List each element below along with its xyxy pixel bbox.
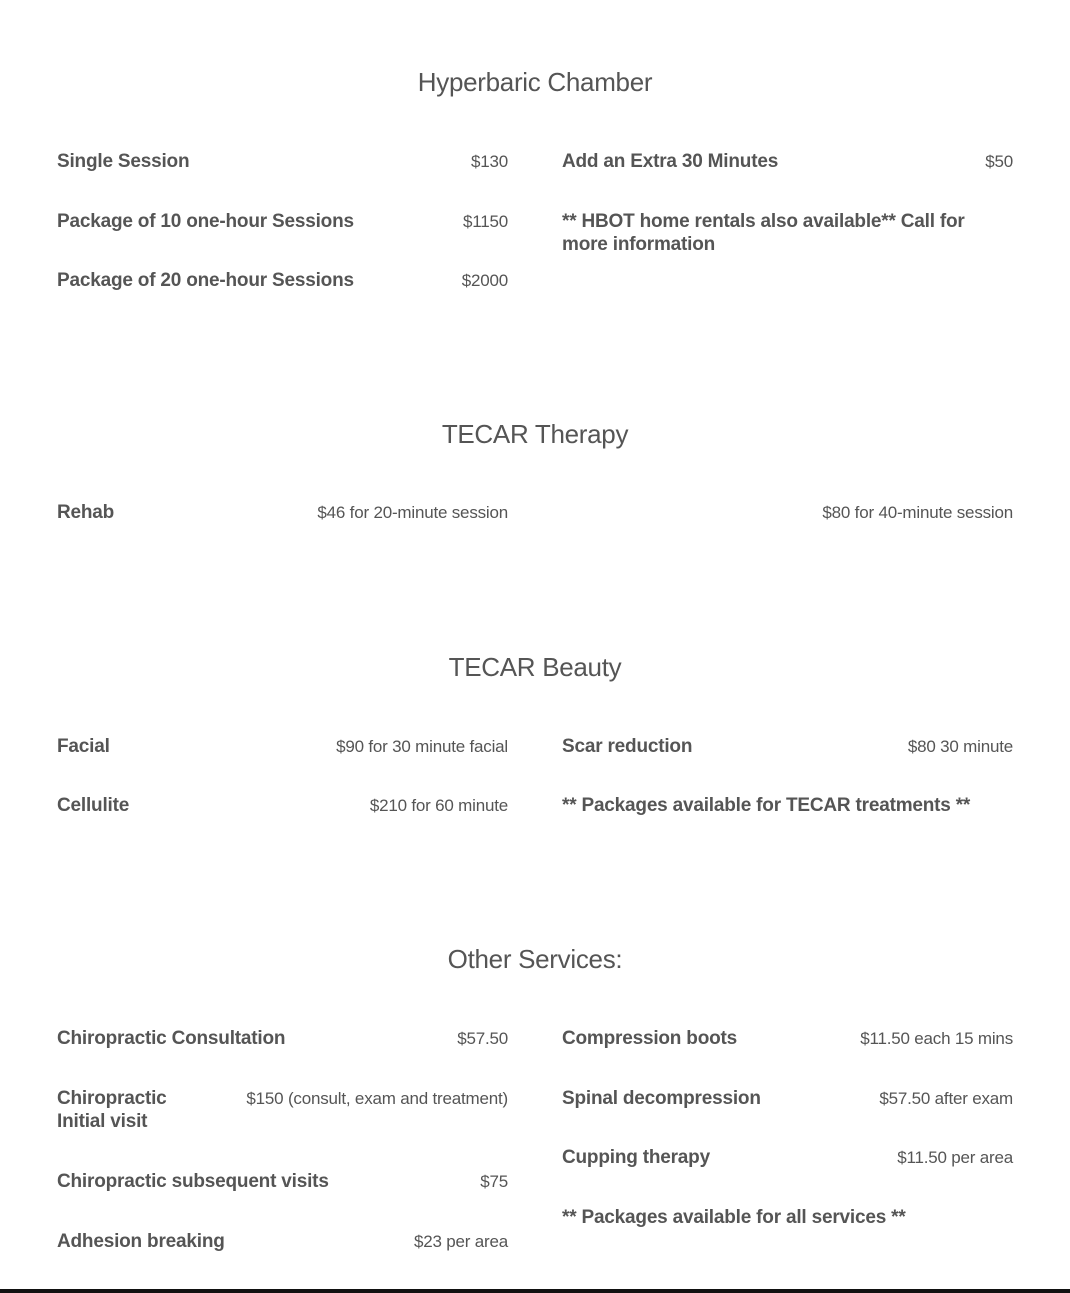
price-item (57, 150, 508, 173)
section-title-tecar-beauty: TECAR Beauty (448, 652, 622, 682)
section-title-hyperbaric: Hyperbaric Chamber (417, 67, 653, 97)
service-price: $11.50 each 15 mins (860, 1029, 1013, 1048)
service-price: $57.50 after exam (879, 1089, 1013, 1108)
price-item (562, 501, 1013, 524)
section-title-tecar-therapy: TECAR Therapy (441, 419, 629, 449)
service-name: Cellulite (57, 795, 130, 816)
all-services-packages-note: ** Packages available for all services ** (562, 1207, 906, 1228)
service-price: $46 for 20-minute session (317, 503, 508, 522)
service-price: $130 (470, 152, 508, 171)
section-title-other-services: Other Services: (447, 944, 623, 974)
service-name: Add an Extra 30 Minutes (562, 151, 779, 172)
service-price: $150 (consult, exam and treatment) (246, 1089, 508, 1108)
service-price: $210 for 60 minute (369, 796, 508, 815)
service-name: Package of 20 one-hour Sessions (57, 270, 354, 291)
price-item (57, 1087, 508, 1133)
price-item (562, 1087, 1013, 1110)
price-item (562, 150, 1013, 173)
price-item (562, 1027, 1013, 1050)
service-price: $1150 (462, 212, 508, 231)
service-price: $2000 (461, 271, 508, 290)
service-price: $57.50 (457, 1029, 508, 1048)
service-price: $80 for 40-minute session (822, 503, 1013, 522)
bottom-divider (0, 1289, 1070, 1293)
price-item (57, 1230, 508, 1253)
price-item (57, 501, 508, 524)
service-name: Compression boots (562, 1028, 738, 1049)
service-price: $11.50 per area (897, 1148, 1013, 1167)
service-name: Scar reduction (562, 736, 693, 757)
service-name: Cupping therapy (562, 1147, 710, 1168)
tecar-packages-note: ** Packages available for TECAR treatments ** (562, 795, 971, 816)
service-name: Chiropractic subsequent visits (57, 1171, 329, 1192)
price-item (57, 1170, 508, 1193)
service-price: $23 per area (413, 1232, 508, 1251)
hbot-rental-note: ** HBOT home rentals also available** Call for more information (562, 211, 965, 255)
service-name: Facial (57, 736, 110, 757)
service-name: Chiropractic Consultation (57, 1028, 286, 1049)
service-name: Adhesion breaking (57, 1231, 225, 1252)
service-name: Spinal decompression (562, 1088, 761, 1109)
service-name: Chiropractic Initial visit (57, 1088, 167, 1132)
price-item (57, 1027, 508, 1050)
service-name: Single Session (57, 151, 190, 172)
service-name: Rehab (57, 502, 115, 523)
service-price: $90 for 30 minute facial (336, 737, 508, 756)
service-name: Package of 10 one-hour Sessions (57, 211, 354, 232)
price-item (57, 735, 508, 758)
price-item (57, 269, 508, 292)
price-item (57, 210, 508, 233)
service-price: $50 (985, 152, 1013, 171)
service-price: $75 (480, 1172, 508, 1191)
price-item (57, 794, 508, 817)
price-item (562, 1146, 1013, 1169)
service-price: $80 30 minute (907, 737, 1013, 756)
price-item (562, 735, 1013, 758)
